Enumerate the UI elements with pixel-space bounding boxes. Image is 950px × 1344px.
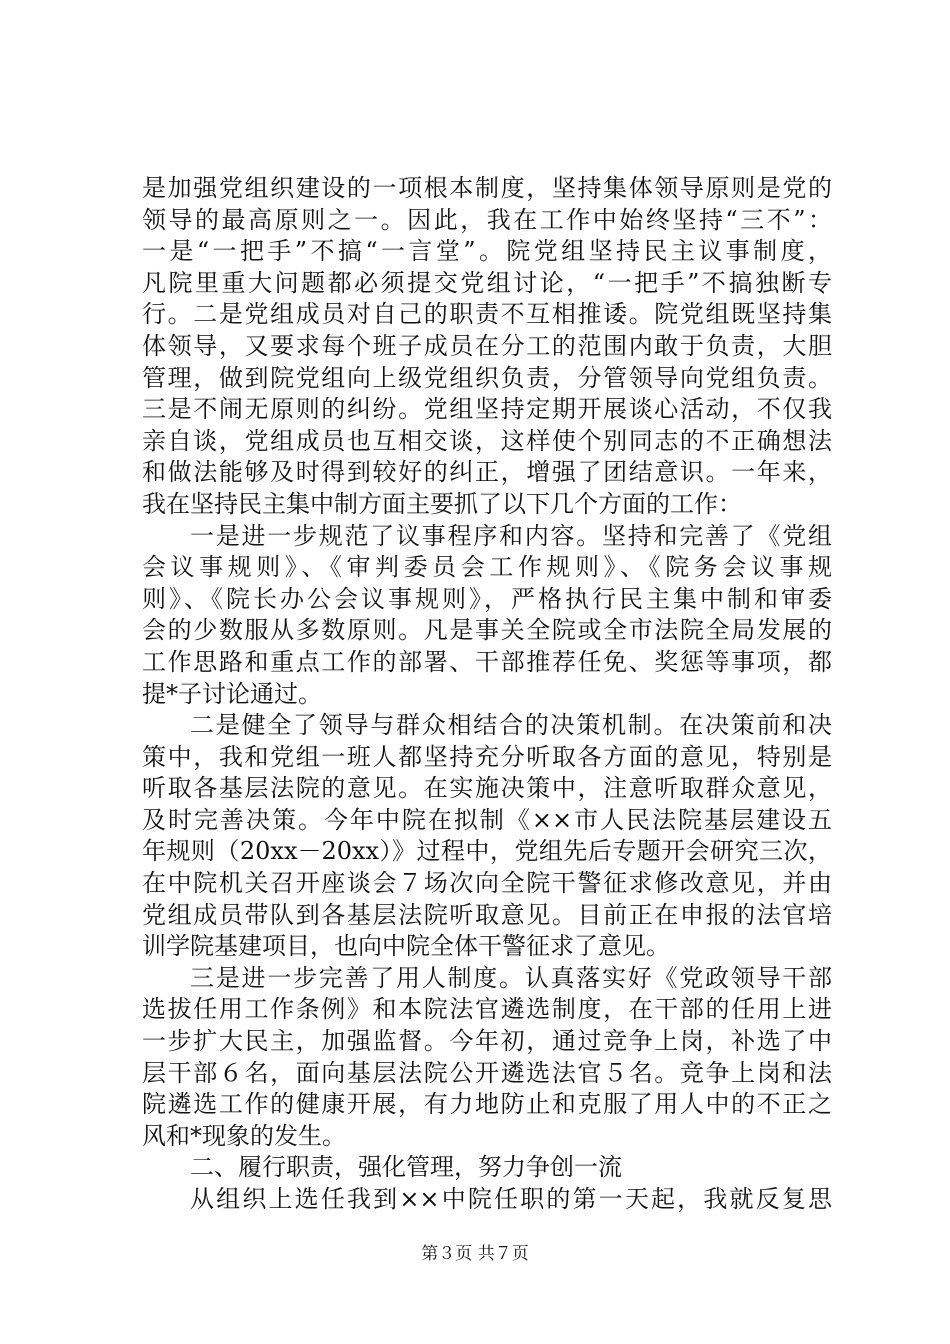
text-line: 一是进一步规范了议事程序和内容。坚持和完善了《党组 [190,521,832,550]
text-line: 一步扩大民主，加强监督。今年初，通过竞争上岗，补选了中 [142,1027,832,1056]
text-line: 领导的最高原则之一。因此，我在工作中始终坚持“三不”： [142,205,832,234]
text-line: 院遴选工作的健康开展，有力地防止和克服了用人中的不正之 [142,1090,832,1119]
text-line: 会的少数服从多数原则。凡是事关全院或全市法院全局发展的 [142,616,832,645]
text-line: 及时完善决策。今年中院在拟制《××市人民法院基层建设五 [142,805,832,834]
text-line: 体领导，又要求每个班子成员在分工的范围内敢于负责，大胆 [142,331,832,360]
text-line: 风和*现象的发生。 [142,1121,346,1150]
page-number: 第３页 [421,1244,473,1264]
text-line: 则》、《院长办公会议事规则》，严格执行民主集中制和审委 [142,584,832,613]
text-line: 工作思路和重点工作的部署、干部推荐任免、奖惩等事项，都 [142,647,832,676]
text-line: 在中院机关召开座谈会７场次向全院干警征求修改意见，并由 [142,869,832,898]
text-line: 训学院基建项目，也向中院全体干警征求了意见。 [142,932,670,961]
text-line: 二是健全了领导与群众相结合的决策机制。在决策前和决 [190,711,832,740]
text-line: 年规则（20xx－20xx）》过程中，党组先后专题开会研究三次， [142,837,832,866]
text-line: 党组成员带队到各基层法院听取意见。目前正在申报的法官培 [142,900,832,929]
document-body [142,173,832,1216]
text-line: 从组织上选任我到××中院任职的第一天起，我就反复思 [190,1185,832,1213]
text-line: 管理，做到院党组向上级党组织负责，分管领导向党组负责。 [142,363,832,392]
text-line: 会议事规则》、《审判委员会工作规则》、《院务会议事规 [142,553,832,582]
text-line: 听取各基层法院的意见。在实施决策中，注意听取群众意见， [142,774,832,803]
text-line: 选拔任用工作条例》和本院法官遴选制度，在干部的任用上进 [142,995,832,1024]
text-line: 提*子讨论通过。 [142,679,322,708]
text-line: 我在坚持民主集中制方面主要抓了以下几个方面的工作： [142,489,742,518]
text-line: 策中，我和党组一班人都坚持充分听取各方面的意见，特别是 [142,742,832,771]
text-line: 是加强党组织建设的一项根本制度，坚持集体领导原则是党的 [142,174,832,202]
text-line: 和做法能够及时得到较好的纠正，增强了团结意识。一年来， [142,458,832,487]
text-line: 行。二是党组成员对自己的职责不互相推诿。院党组既坚持集 [142,300,832,329]
text-line: 三是不闹无原则的纠纷。党组坚持定期开展谈心活动，不仅我 [142,395,832,424]
text-line: 一是“一把手”不搞“一言堂”。院党组坚持民主议事制度， [142,237,832,266]
text-line: 二、履行职责，强化管理，努力争创一流 [190,1153,622,1182]
text-line: 层干部６名，面向基层法院公开遴选法官５名。竞争上岗和法 [142,1058,832,1087]
page-footer [0,1244,950,1264]
text-line: 三是进一步完善了用人制度。认真落实好《党政领导干部 [190,963,832,992]
page-total: 共７页 [477,1244,529,1264]
text-line: 亲自谈，党组成员也互相交谈，这样使个别同志的不正确想法 [142,426,832,455]
text-line: 凡院里重大问题都必须提交党组讨论，“一把手”不搞独断专 [142,268,832,297]
